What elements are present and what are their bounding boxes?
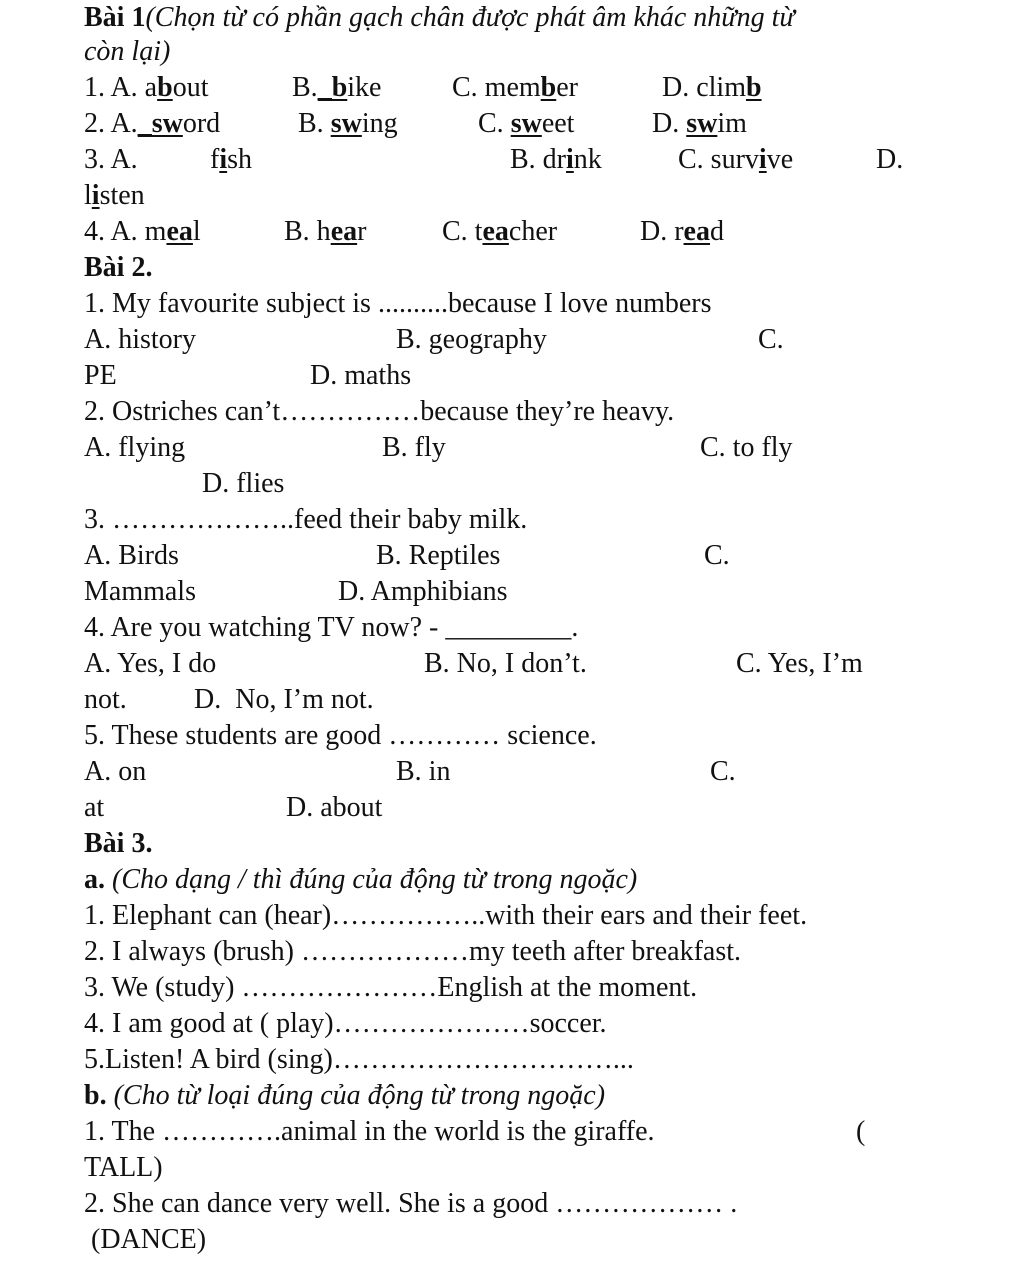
bai3-a-item-5: 5.Listen! A bird (sing)…………………………... bbox=[84, 1044, 634, 1075]
bai1-q3-b: B. drink bbox=[510, 144, 602, 175]
bai1-q1-d: D. climb bbox=[662, 72, 762, 103]
bai3-b-instruction: (Cho từ loại đúng của động từ trong ngoặc) bbox=[106, 1080, 606, 1111]
bai1-q3-a: fish bbox=[210, 144, 253, 175]
bai2-q2-d: D. flies bbox=[202, 468, 285, 499]
bai2-q5-stem: 5. These students are good ………… science. bbox=[84, 720, 597, 751]
bai2-q3-b: B. Reptiles bbox=[376, 540, 501, 571]
bai1-q1-a: 1. A. about bbox=[84, 72, 209, 103]
bai2-q3-stem: 3. ………………..feed their baby milk. bbox=[84, 504, 528, 535]
bai3-heading: Bài 3. bbox=[84, 828, 153, 859]
bai3-b-item-1-paren: ( bbox=[856, 1116, 866, 1147]
bai1-q1-b: B._bike bbox=[292, 72, 382, 103]
bai3-b-instruction-line bbox=[84, 1078, 605, 1114]
bai3-b-label: b. bbox=[84, 1080, 107, 1111]
bai2-q5-a: A. on bbox=[84, 756, 147, 787]
bai3-a-instruction: (Cho dạng / thì đúng của động từ trong ngoặc) bbox=[105, 864, 638, 895]
bai2-q4-a: A. Yes, I do bbox=[84, 648, 217, 679]
bai1-q3-d: listen bbox=[84, 180, 145, 211]
bai1-q3-d-label: D. bbox=[876, 144, 904, 175]
bai3-b-item-2-word: (DANCE) bbox=[84, 1224, 207, 1255]
bai1-instruction-cont: còn lại) bbox=[84, 36, 171, 67]
bai2-q4-b: B. No, I don’t. bbox=[424, 648, 587, 679]
bai1-heading-line bbox=[84, 0, 795, 36]
bai2-q1-d: D. maths bbox=[310, 360, 412, 391]
bai2-q2-a: A. flying bbox=[84, 432, 186, 463]
bai1-heading: Bài 1 bbox=[84, 2, 146, 33]
bai2-q5-c: at bbox=[84, 792, 105, 823]
bai1-q3-c: C. survive bbox=[678, 144, 794, 175]
bai2-q4-c: not. bbox=[84, 684, 127, 715]
bai2-q2-stem: 2. Ostriches can’t……………because they’re heavy. bbox=[84, 396, 675, 427]
bai2-q1-b: B. geography bbox=[396, 324, 547, 355]
bai3-a-instruction-line bbox=[84, 862, 637, 898]
bai3-a-item-3: 3. We (study) …………………English at the moment. bbox=[84, 972, 698, 1003]
bai1-q2-b: B. swing bbox=[298, 108, 398, 139]
bai1-q4-d: D. read bbox=[640, 216, 724, 247]
bai1-q2-a: 2. A._sword bbox=[84, 108, 221, 139]
bai2-q2-b: B. fly bbox=[382, 432, 446, 463]
bai2-q4-c-label: C. Yes, I’m bbox=[736, 648, 863, 679]
bai2-q5-d: D. about bbox=[286, 792, 383, 823]
bai1-q2-d: D. swim bbox=[652, 108, 747, 139]
bai3-b-item-1-word: TALL) bbox=[84, 1152, 163, 1183]
bai1-q4-a: 4. A. meal bbox=[84, 216, 201, 247]
bai2-q1-c: PE bbox=[84, 360, 117, 391]
bai2-q1-c-label: C. bbox=[758, 324, 784, 355]
bai1-q4-b: B. hear bbox=[284, 216, 367, 247]
bai2-q5-c-label: C. bbox=[710, 756, 736, 787]
bai2-q2-c: C. to fly bbox=[700, 432, 793, 463]
bai2-q4-d: D. No, I’m not. bbox=[194, 684, 374, 715]
bai3-a-item-4: 4. I am good at ( play)…………………soccer. bbox=[84, 1008, 607, 1039]
bai3-a-item-2: 2. I always (brush) ………………my teeth after breakfast. bbox=[84, 936, 742, 967]
bai2-q1-stem: 1. My favourite subject is ..........because I love numbers bbox=[84, 288, 712, 319]
bai3-b-item-2: 2. She can dance very well. She is a good ……………… . bbox=[84, 1188, 738, 1219]
bai1-q3-num: 3. A. bbox=[84, 144, 138, 175]
bai1-instruction: (Chọn từ có phần gạch chân được phát âm khác những từ bbox=[145, 2, 795, 33]
bai2-q3-d: D. Amphibians bbox=[338, 576, 508, 607]
bai1-q2-c: C. sweet bbox=[478, 108, 575, 139]
bai2-q3-c-label: C. bbox=[704, 540, 730, 571]
bai2-q5-b: B. in bbox=[396, 756, 451, 787]
bai3-a-label: a. bbox=[84, 864, 105, 895]
bai2-q3-c: Mammals bbox=[84, 576, 196, 607]
bai3-b-item-1: 1. The ………….animal in the world is the giraffe. bbox=[84, 1116, 655, 1147]
bai2-heading: Bài 2. bbox=[84, 252, 153, 283]
bai1-q4-c: C. teacher bbox=[442, 216, 558, 247]
bai1-q1-c: C. member bbox=[452, 72, 579, 103]
bai2-q1-a: A. history bbox=[84, 324, 196, 355]
bai2-q3-a: A. Birds bbox=[84, 540, 179, 571]
bai2-q4-stem: 4. Are you watching TV now? - _________. bbox=[84, 612, 579, 643]
bai3-a-item-1: 1. Elephant can (hear)……………..with their ears and their feet. bbox=[84, 900, 808, 931]
